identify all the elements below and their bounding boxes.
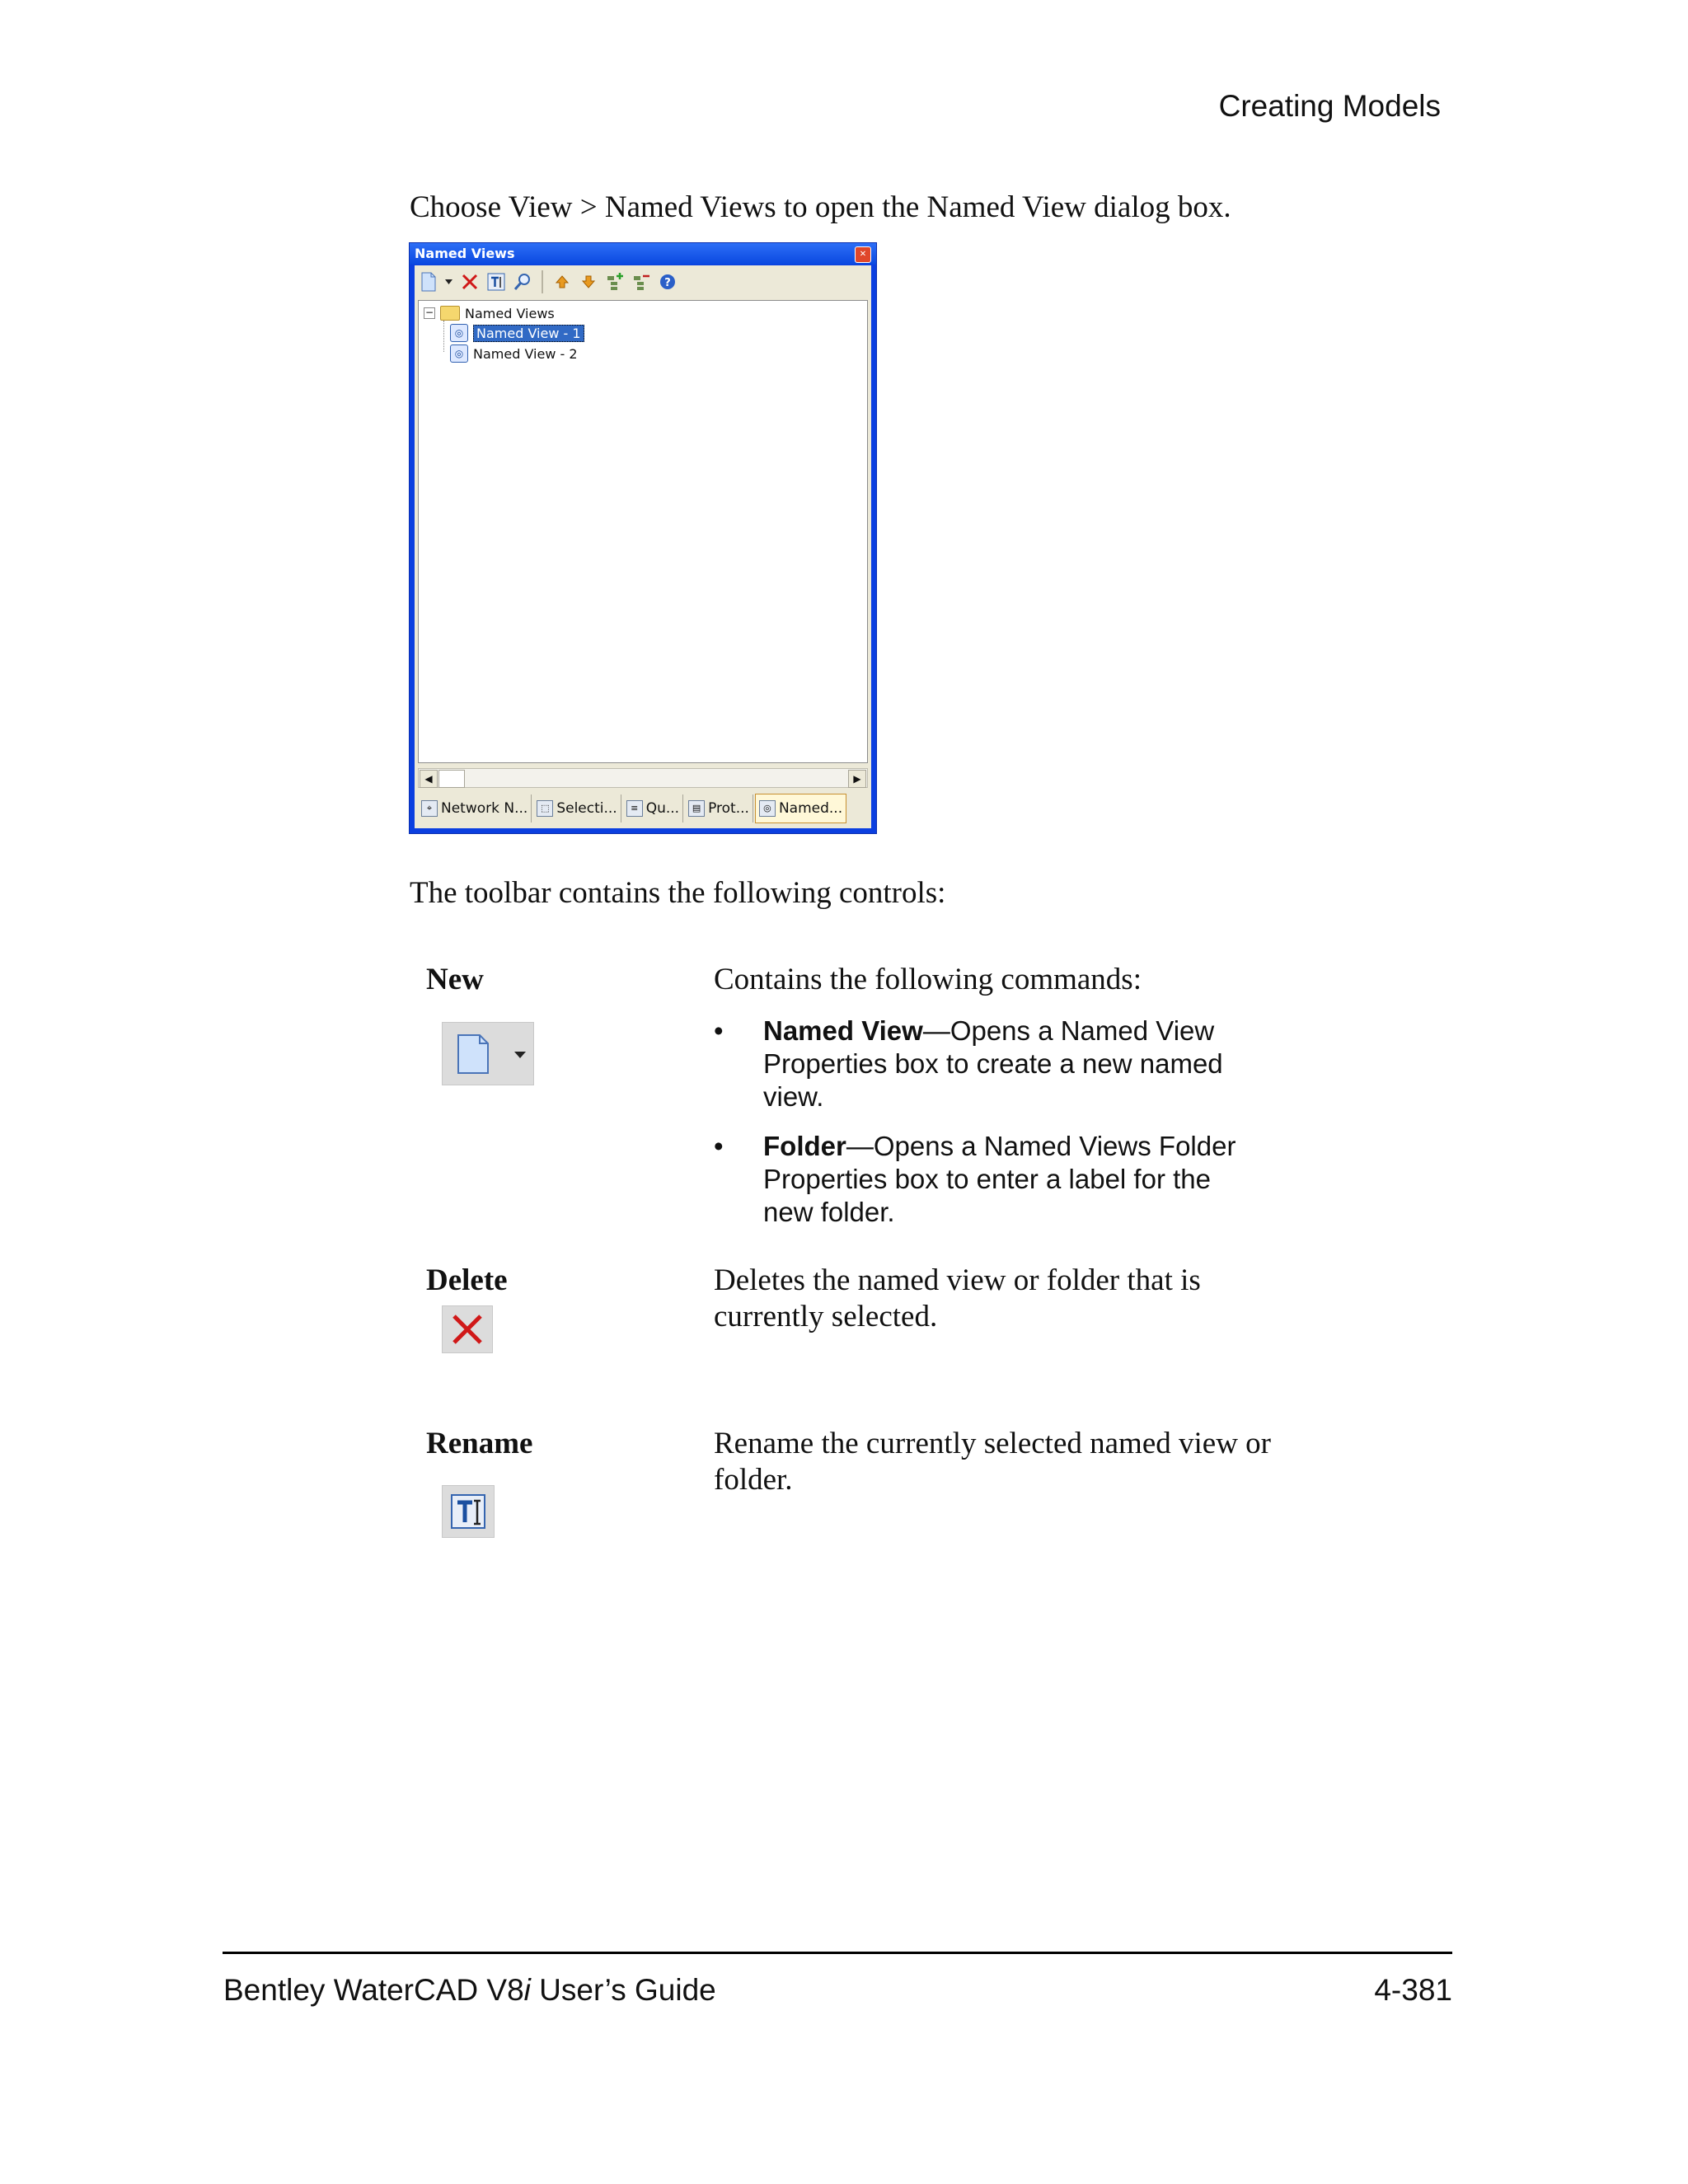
new-icon[interactable] <box>418 271 439 293</box>
delete-icon <box>449 1311 485 1347</box>
page-number: 4-381 <box>1374 1973 1452 2007</box>
section-title: Creating Models <box>1218 89 1441 123</box>
tree-item-label: Named View - 2 <box>473 345 578 362</box>
horizontal-scrollbar[interactable] <box>418 768 868 788</box>
guide-title-prefix: Bentley WaterCAD V8 <box>223 1973 524 2007</box>
named-views-dialog <box>409 242 877 834</box>
dialog-tabs <box>415 790 871 827</box>
new-button-image <box>442 1022 534 1085</box>
toolbar-intro-text: The toolbar contains the following controls: <box>410 876 946 910</box>
bullet-term: Named View <box>763 1015 923 1046</box>
bullet-item <box>714 1015 1258 1113</box>
guide-title-italic: i <box>523 1973 531 2007</box>
dropdown-arrow-icon[interactable] <box>444 271 454 293</box>
tab-network-navigator[interactable] <box>418 794 532 823</box>
bullet-text: —Opens a Named Views Folder Properties box to enter a label for the new folder. <box>763 1131 1236 1227</box>
bullet-dot: • <box>714 1015 724 1046</box>
tab-selection-sets[interactable] <box>533 794 621 823</box>
tab-named-views[interactable] <box>755 794 846 823</box>
tree-item-label: Named View - 1 <box>473 325 584 342</box>
close-icon[interactable]: × <box>855 246 871 263</box>
rename-icon <box>449 1493 487 1530</box>
footer-guide-title <box>223 1973 716 2008</box>
zoom-icon[interactable] <box>512 271 533 293</box>
dialog-toolbar <box>415 265 871 298</box>
scroll-right-icon[interactable]: ▶ <box>848 770 866 788</box>
delete-icon[interactable] <box>459 271 481 293</box>
tree-root[interactable] <box>424 304 555 322</box>
prototype-icon: ▤ <box>688 800 705 817</box>
named-view-icon: ◎ <box>450 324 468 342</box>
tree-root-label: Named Views <box>465 305 555 321</box>
control-term-new: New <box>426 963 484 996</box>
rename-button-image <box>442 1485 495 1538</box>
move-down-icon[interactable] <box>578 271 599 293</box>
scroll-left-icon[interactable]: ◀ <box>420 770 438 788</box>
rename-icon[interactable] <box>485 271 507 293</box>
bullet-dot: • <box>714 1131 724 1161</box>
help-icon[interactable] <box>657 271 678 293</box>
bullet-text: —Opens a Named View Properties box to create a new named view. <box>763 1015 1223 1112</box>
dialog-title: Named Views <box>410 243 876 265</box>
tab-prototypes[interactable] <box>685 794 753 823</box>
control-description-rename: Rename the currently selected named view or folder. <box>714 1427 1271 1497</box>
tab-label: Selecti... <box>556 800 617 817</box>
named-view-icon: ◎ <box>450 344 468 363</box>
bullet-term: Folder <box>763 1131 846 1161</box>
scroll-thumb[interactable] <box>438 770 465 788</box>
footer-rule <box>223 1952 1452 1954</box>
folder-icon <box>440 306 460 321</box>
delete-button-image <box>442 1305 493 1353</box>
tab-queries[interactable] <box>623 794 683 823</box>
named-view-icon: ◎ <box>759 800 776 817</box>
network-icon: ⌖ <box>421 800 438 817</box>
guide-title-suffix: User’s Guide <box>530 1973 716 2007</box>
tab-label: Named... <box>778 800 843 817</box>
intro-text: Choose View > Named Views to open the Named View dialog box. <box>410 190 1231 224</box>
svg-text:?: ? <box>664 277 671 289</box>
collapse-toggle-icon[interactable]: − <box>424 307 434 318</box>
toolbar-separator <box>542 270 543 293</box>
query-icon: ≡ <box>626 800 643 817</box>
expand-icon[interactable] <box>604 271 626 293</box>
collapse-icon[interactable] <box>631 271 652 293</box>
control-term-rename: Rename <box>426 1427 533 1460</box>
move-up-icon[interactable] <box>551 271 573 293</box>
tab-label: Network N... <box>441 800 528 817</box>
tree-item[interactable] <box>450 324 584 342</box>
control-term-delete: Delete <box>426 1263 508 1297</box>
named-views-tree <box>418 300 868 763</box>
bullet-item <box>714 1130 1258 1229</box>
selection-icon: ⬚ <box>537 800 553 817</box>
tab-label: Prot... <box>708 800 749 817</box>
new-icon <box>447 1025 529 1083</box>
tree-item[interactable] <box>450 344 578 363</box>
tab-label: Qu... <box>645 800 680 817</box>
control-description-delete: Deletes the named view or folder that is currently selected. <box>714 1263 1201 1333</box>
control-description-new: Contains the following commands: <box>714 963 1142 996</box>
